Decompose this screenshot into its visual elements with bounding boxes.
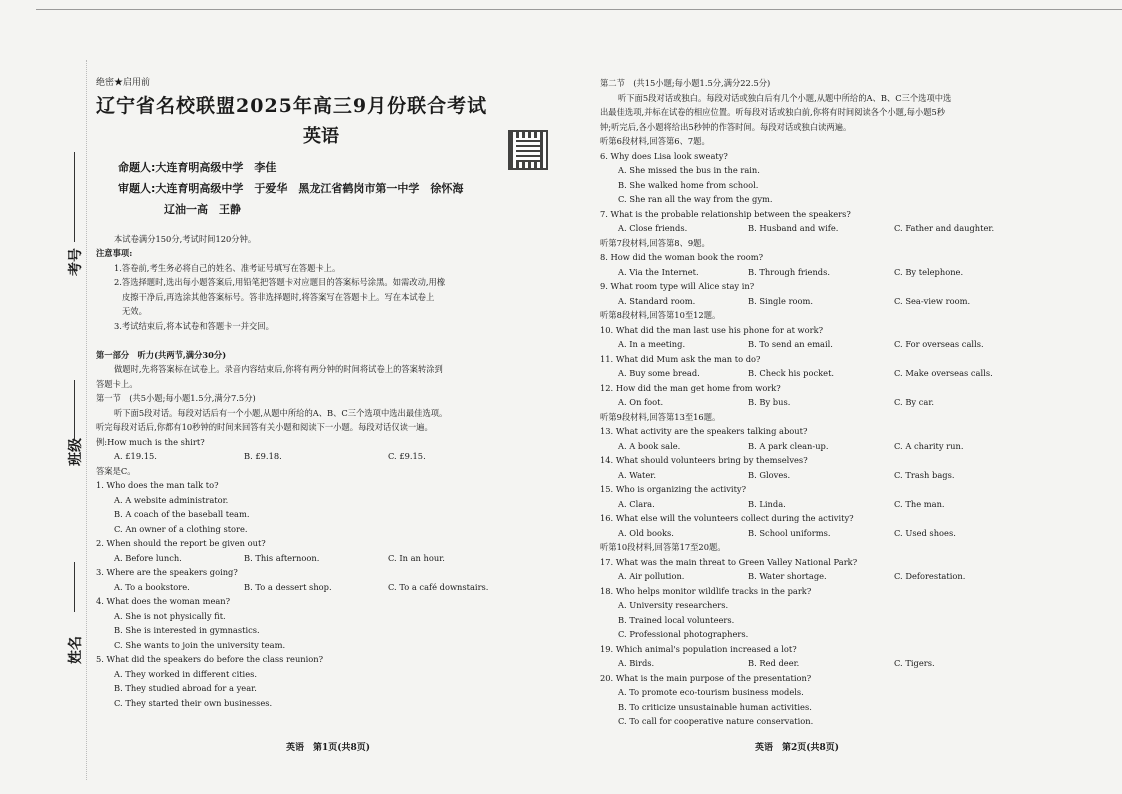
page-footer: 英语 第2页(共8页)	[755, 743, 840, 753]
name-label: 姓名	[68, 636, 84, 664]
text-line: 19. Which animal's population increased a lot?	[600, 643, 797, 654]
option-b: B. To a dessert shop.	[244, 581, 332, 592]
option-row	[600, 569, 1040, 584]
text-line: 第二节 (共15小题;每小题1.5分,满分22.5分)	[600, 78, 771, 88]
reviewer-line-2: 辽油一高 王静	[164, 202, 241, 216]
option-a: A. Birds.	[618, 658, 655, 668]
author-line: 命题人:大连育明高级中学 李佳	[118, 160, 277, 174]
option-row	[600, 366, 1040, 381]
qr-code	[508, 130, 548, 170]
text-line: 做题时,先将答案标在试卷上。录音内容结束后,你将有两分钟的时间将试卷上的答案转涂到	[114, 364, 443, 374]
text-line: 听第9段材料,回答第13至16题。	[600, 411, 721, 422]
option-c: C. Used shoes.	[894, 527, 956, 538]
binding-dotted-line	[86, 60, 87, 780]
option-b: B. This afternoon.	[244, 552, 320, 563]
text-line: 例:How much is the shirt?	[96, 436, 205, 447]
text-line: 听下面5段对话。每段对话后有一个小题,从题中所给的A、B、C三个选项中选出最佳选项。	[114, 407, 448, 418]
option-row	[600, 439, 1040, 454]
text-line: 13. What activity are the speakers talking about?	[600, 426, 808, 436]
text-line: C. Professional photographers.	[618, 629, 749, 639]
text-line: 15. Who is organizing the activity?	[600, 484, 747, 494]
text-line: 本试卷满分150分,考试时间120分钟。	[114, 233, 257, 244]
option-row	[600, 395, 1040, 410]
option-b: B. Water shortage.	[748, 571, 827, 581]
binding-margin	[62, 80, 88, 780]
option-row	[96, 449, 556, 464]
option-b: B. Linda.	[748, 498, 786, 509]
text-line: C. An owner of a clothing store.	[114, 523, 248, 534]
right-content	[600, 76, 1040, 729]
top-border	[36, 9, 1122, 10]
option-c: C. By car.	[894, 397, 935, 407]
binding-line	[74, 152, 75, 242]
text-line: 5. What did the speakers do before the class reunion?	[96, 654, 324, 664]
option-b: B. Gloves.	[748, 469, 791, 480]
text-line: 7. What is the probable relationship between the speakers?	[600, 208, 851, 219]
text-line: 听第6段材料,回答第6、7题。	[600, 136, 710, 146]
option-a: A. Before lunch.	[114, 552, 182, 563]
text-line	[96, 333, 556, 348]
text-line: B. A coach of the baseball team.	[114, 509, 250, 519]
text-line: 1.答卷前,考生务必将自己的姓名、准考证号填写在答题卡上。	[114, 262, 341, 273]
option-row	[600, 337, 1040, 352]
option-c: C. By telephone.	[894, 266, 964, 277]
option-row	[600, 526, 1040, 541]
text-line: 第一部分 听力(共两节,满分30分)	[96, 349, 227, 360]
option-b: B. Through friends.	[748, 266, 830, 277]
text-line: 6. Why does Lisa look sweaty?	[600, 150, 728, 161]
option-a: A. To a bookstore.	[114, 581, 190, 592]
page-1	[96, 76, 556, 753]
text-line: A. University researchers.	[618, 600, 729, 610]
option-b: B. By bus.	[748, 397, 791, 407]
option-b: B. Check his pocket.	[748, 368, 835, 378]
option-b: B. To send an email.	[748, 339, 833, 349]
option-a: A. Old books.	[618, 527, 674, 538]
text-line: C. She ran all the way from the gym.	[618, 194, 773, 204]
text-line: B. She walked home from school.	[618, 179, 759, 190]
text-line: 3.考试结束后,将本试卷和答题卡一并交回。	[114, 320, 274, 331]
option-c: C. In an hour.	[388, 552, 445, 563]
binding-line	[74, 562, 75, 612]
option-a: A. £19.15.	[114, 451, 157, 461]
option-c: C. To a café downstairs.	[388, 581, 489, 592]
text-line: 听第10段材料,回答第17至20题。	[600, 542, 726, 552]
text-line: 9. What room type will Alice stay in?	[600, 281, 755, 291]
option-a: A. Close friends.	[618, 223, 688, 233]
option-a: A. Buy some bread.	[618, 368, 700, 378]
exam-title: 辽宁省名校联盟2025年高三9月份联合考试	[96, 94, 488, 117]
text-line: 听第7段材料,回答第8、9题。	[600, 237, 710, 248]
option-c: C. Tigers.	[894, 658, 935, 668]
option-row	[600, 656, 1040, 671]
text-line: 14. What should volunteers bring by themselves?	[600, 455, 808, 465]
text-line: 钟;听完后,各小题将给出5秒钟的作答时间。每段对话或独白读两遍。	[600, 121, 852, 132]
option-b: B. Husband and wife.	[748, 223, 839, 233]
authors-block	[118, 157, 556, 220]
text-line: B. They studied abroad for a year.	[114, 683, 257, 693]
text-line: 20. What is the main purpose of the presentation?	[600, 672, 812, 683]
option-c: C. Father and daughter.	[894, 223, 995, 233]
option-c: C. A charity run.	[894, 440, 964, 451]
page-2	[600, 76, 1040, 753]
option-row	[600, 468, 1040, 483]
option-b: B. Red deer.	[748, 658, 800, 668]
option-c: C. Trash bags.	[894, 469, 955, 480]
option-c: C. The man.	[894, 498, 945, 509]
reviewer-line: 审题人:大连育明高级中学 于爱华 黑龙江省鹤岗市第一中学 徐怀海	[118, 181, 464, 195]
text-line: 1. Who does the man talk to?	[96, 480, 219, 490]
text-line: 17. What was the main threat to Green Valley National Park?	[600, 556, 858, 567]
text-line: 4. What does the woman mean?	[96, 596, 231, 606]
text-line: 8. How did the woman book the room?	[600, 252, 764, 262]
text-line: 16. What else will the volunteers collect during the activity?	[600, 513, 854, 523]
option-row	[600, 497, 1040, 512]
text-line: 皮擦干净后,再选涂其他答案标号。答非选择题时,将答案写在答题卡上。写在本试卷上	[122, 291, 435, 302]
text-line: B. Trained local volunteers.	[618, 614, 735, 625]
option-a: A. Air pollution.	[618, 571, 685, 581]
option-a: A. A book sale.	[618, 440, 681, 451]
text-line: 听下面5段对话或独白。每段对话或独白后有几个小题,从题中所给的A、B、C三个选项中选	[618, 92, 952, 103]
option-a: A. In a meeting.	[618, 339, 686, 349]
option-a: A. Via the Internet.	[618, 266, 699, 277]
text-line: 听第8段材料,回答第10至12题。	[600, 310, 721, 320]
text-line: 答案是C。	[96, 465, 136, 476]
text-line: 2. When should the report be given out?	[96, 538, 266, 548]
text-line: 12. How did the man get home from work?	[600, 382, 781, 393]
text-line: 11. What did Mum ask the man to do?	[600, 353, 761, 364]
text-line: A. She is not physically fit.	[114, 610, 226, 621]
text-line: 听完每段对话后,你都有10秒钟的时间来回答有关小题和阅读下一小题。每段对话仅读一遍。	[96, 422, 433, 432]
confidential-mark: 绝密★启用前	[96, 78, 151, 88]
text-line: 无效。	[122, 306, 147, 316]
option-row	[96, 551, 556, 566]
option-row	[600, 265, 1040, 280]
text-line: B. To criticize unsustainable human activities.	[618, 701, 812, 712]
text-line: B. She is interested in gymnastics.	[114, 625, 260, 635]
option-c: C. Sea-view room.	[894, 295, 971, 306]
option-row	[600, 294, 1040, 309]
option-row	[600, 221, 1040, 236]
option-a: A. On foot.	[618, 397, 664, 407]
text-line: 18. Who helps monitor wildlife tracks in the park?	[600, 585, 812, 596]
text-line: A. She missed the bus in the rain.	[618, 165, 760, 175]
option-a: A. Clara.	[618, 498, 655, 509]
subject-title: 英语	[303, 125, 339, 147]
text-line: C. She wants to join the university team.	[114, 639, 286, 650]
option-b: B. Single room.	[748, 295, 814, 306]
option-row	[96, 580, 556, 595]
exam-number-label: 考号	[68, 248, 84, 276]
class-label: 班级	[68, 438, 84, 466]
option-a: A. Water.	[618, 469, 656, 480]
text-line: 出最佳选项,并标在试卷的相应位置。听每段对话或独白前,你将有时间阅读各个小题,每小题5秒	[600, 107, 946, 117]
page-footer: 英语 第1页(共8页)	[286, 743, 371, 753]
text-line: C. To call for cooperative nature conservation.	[618, 716, 814, 726]
option-b: B. A park clean-up.	[748, 440, 829, 451]
option-b: B. £9.18.	[244, 451, 282, 461]
text-line: 第一节 (共5小题;每小题1.5分,满分7.5分)	[96, 393, 256, 403]
text-line: A. To promote eco-tourism business models.	[618, 687, 804, 697]
text-line: A. They worked in different cities.	[114, 668, 258, 679]
option-c: C. Deforestation.	[894, 571, 966, 581]
option-c: C. For overseas calls.	[894, 339, 984, 349]
text-line: 2.答选择题时,选出每小题答案后,用铅笔把答题卡对应题目的答案标号涂黑。如需改动,用橡	[114, 277, 446, 287]
option-c: C. Make overseas calls.	[894, 368, 993, 378]
option-a: A. Standard room.	[618, 295, 696, 306]
text-line: 3. Where are the speakers going?	[96, 567, 238, 577]
text-line: 注意事项:	[96, 248, 133, 258]
binding-line	[74, 380, 75, 440]
option-b: B. School uniforms.	[748, 527, 831, 538]
text-line: C. They started their own businesses.	[114, 697, 273, 708]
text-line: 10. What did the man last use his phone for at work?	[600, 324, 824, 335]
text-line: 答题卡上。	[96, 378, 138, 389]
text-line: A. A website administrator.	[114, 494, 229, 505]
left-content	[96, 232, 556, 711]
option-c: C. £9.15.	[388, 451, 426, 461]
